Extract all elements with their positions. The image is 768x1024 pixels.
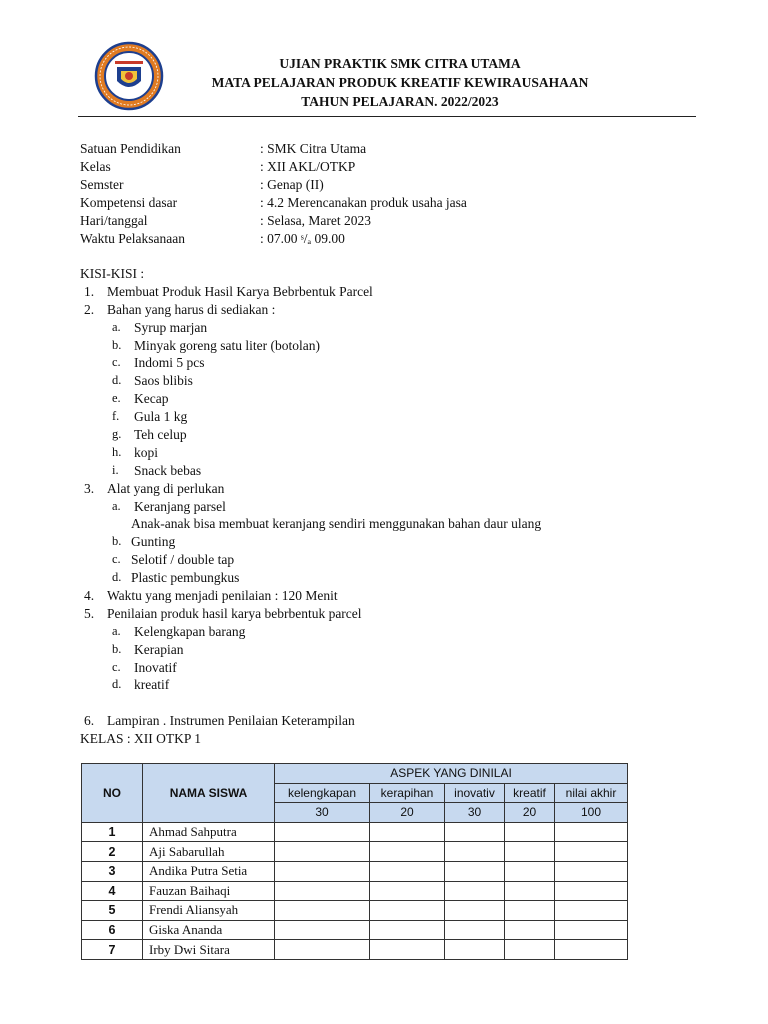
list-item <box>80 283 700 301</box>
sub-letter: i. <box>112 462 119 477</box>
score-cell[interactable] <box>445 920 505 940</box>
sub-item <box>80 623 700 641</box>
sub-letter: b. <box>112 641 122 656</box>
student-name: Andika Putra Setia <box>143 861 275 881</box>
student-name: Giska Ananda <box>143 920 275 940</box>
row-number: 6 <box>82 920 143 940</box>
item-text: Waktu yang menjadi penilaian : 120 Menit <box>107 588 338 604</box>
sub-item <box>80 533 700 551</box>
sub-letter: a. <box>112 623 121 638</box>
sub-item <box>80 444 700 462</box>
score-cell[interactable] <box>505 861 555 881</box>
column-header-no: NO <box>82 764 143 823</box>
aspect-header: kelengkapan <box>275 783 370 803</box>
sub-item <box>80 372 700 390</box>
sub-letter: d. <box>112 373 122 388</box>
info-label: Satuan Pendidikan <box>80 141 181 156</box>
sub-letter: d. <box>112 570 122 585</box>
sub-letter: c. <box>112 355 121 370</box>
score-cell[interactable] <box>505 822 555 842</box>
sub-item <box>80 354 700 372</box>
sub-text: Snack bebas <box>134 462 202 478</box>
weight-cell: 30 <box>275 803 370 823</box>
item-number: 5. <box>84 605 95 621</box>
list-item <box>80 605 700 623</box>
sub-text: Kecap <box>134 391 169 407</box>
aspect-header: kerapihan <box>370 783 445 803</box>
row-number: 5 <box>82 901 143 921</box>
kisi-title <box>80 265 700 283</box>
list-item <box>80 480 700 498</box>
sub-text: Gunting <box>131 534 176 550</box>
item-number: 4. <box>84 588 95 604</box>
score-cell[interactable] <box>555 861 628 881</box>
item-number: 3. <box>84 480 95 496</box>
row-number: 2 <box>82 842 143 862</box>
weight-cell: 30 <box>445 803 505 823</box>
info-label: Waktu Pelaksanaan <box>80 231 186 246</box>
sub-item <box>80 551 700 569</box>
sub-item <box>80 408 700 426</box>
score-cell[interactable] <box>555 822 628 842</box>
weight-cell: 100 <box>555 803 628 823</box>
score-cell[interactable] <box>275 822 370 842</box>
sub-letter: f. <box>112 409 120 424</box>
sub-text: Kerapian <box>134 641 184 657</box>
sub-letter: e. <box>112 391 121 406</box>
info-value: : XII AKL/OTKP <box>260 159 356 174</box>
assessment-table <box>81 763 628 960</box>
table-row <box>82 901 628 921</box>
sub-item <box>80 390 700 408</box>
sub-item <box>80 641 700 659</box>
score-cell[interactable] <box>370 940 445 960</box>
score-cell[interactable] <box>275 842 370 862</box>
info-label: Kelas <box>80 159 111 174</box>
list-item <box>80 587 700 605</box>
sub-item <box>80 337 700 355</box>
sub-item <box>80 676 700 694</box>
student-name: Frendi Aliansyah <box>143 901 275 921</box>
sub-item <box>80 426 700 444</box>
note-text: Anak-anak bisa membuat keranjang sendiri menggunakan bahan daur ulang <box>131 516 542 532</box>
class-label: KELAS : XII OTKP 1 <box>80 731 201 747</box>
score-cell[interactable] <box>555 940 628 960</box>
aspect-header: nilai akhir <box>555 783 628 803</box>
row-number: 4 <box>82 881 143 901</box>
score-cell[interactable] <box>370 920 445 940</box>
score-cell[interactable] <box>445 940 505 960</box>
sub-letter: a. <box>112 498 121 513</box>
list-item <box>80 712 700 730</box>
sub-text: Minyak goreng satu liter (botolan) <box>134 337 320 353</box>
sub-letter: d. <box>112 677 122 692</box>
info-label: Semster <box>80 177 124 192</box>
row-number: 1 <box>82 822 143 842</box>
column-header-name: NAMA SISWA <box>143 764 275 823</box>
score-cell[interactable] <box>505 920 555 940</box>
score-cell[interactable] <box>275 940 370 960</box>
score-cell[interactable] <box>445 901 505 921</box>
score-cell[interactable] <box>370 901 445 921</box>
class-label-line <box>80 730 700 748</box>
row-number: 7 <box>82 940 143 960</box>
sub-letter: c. <box>112 659 121 674</box>
sub-item <box>80 569 700 587</box>
header-subject: MATA PELAJARAN PRODUK KREATIF KEWIRAUSAHAAN <box>211 75 589 90</box>
header-divider <box>78 116 696 117</box>
sub-letter: a. <box>112 319 121 334</box>
score-cell[interactable] <box>555 901 628 921</box>
weight-cell: 20 <box>505 803 555 823</box>
info-value: : 07.00 ˢ/ₐ 09.00 <box>260 231 345 246</box>
sub-letter: c. <box>112 552 121 567</box>
info-label: Hari/tanggal <box>80 213 148 228</box>
score-cell[interactable] <box>445 881 505 901</box>
table-header-row <box>82 764 628 784</box>
score-cell[interactable] <box>275 861 370 881</box>
item-text: Bahan yang harus di sediakan : <box>107 301 276 317</box>
sub-text: Syrup marjan <box>134 319 208 335</box>
sub-item <box>80 319 700 337</box>
score-cell[interactable] <box>445 861 505 881</box>
student-name: Irby Dwi Sitara <box>143 940 275 960</box>
score-cell[interactable] <box>275 920 370 940</box>
info-value: : 4.2 Merencanakan produk usaha jasa <box>260 195 467 210</box>
header-title: UJIAN PRAKTIK SMK CITRA UTAMA <box>279 56 521 71</box>
item-text: Membuat Produk Hasil Karya Bebrbentuk Parcel <box>107 283 373 299</box>
item-number: 1. <box>84 283 95 299</box>
table-row <box>82 861 628 881</box>
sub-text: Selotif / double tap <box>131 552 235 568</box>
score-cell[interactable] <box>505 881 555 901</box>
table-row <box>82 842 628 862</box>
table-row <box>82 881 628 901</box>
sub-text: Plastic pembungkus <box>131 570 240 586</box>
score-cell[interactable] <box>370 881 445 901</box>
score-cell[interactable] <box>555 920 628 940</box>
score-cell[interactable] <box>445 822 505 842</box>
student-name: Ahmad Sahputra <box>143 822 275 842</box>
sub-item <box>80 462 700 480</box>
sub-item <box>80 498 700 516</box>
weight-cell: 20 <box>370 803 445 823</box>
sub-text: Saos blibis <box>134 373 193 389</box>
table-row <box>82 920 628 940</box>
kisi-heading: KISI-KISI : <box>80 266 145 281</box>
table-row <box>82 940 628 960</box>
item-text: Lampiran . Instrumen Penilaian Keterampilan <box>107 713 355 729</box>
table-row <box>82 822 628 842</box>
sub-item <box>80 659 700 677</box>
info-value: : Genap (II) <box>260 177 324 192</box>
item-number: 2. <box>84 301 95 317</box>
score-cell[interactable] <box>505 901 555 921</box>
score-cell[interactable] <box>275 881 370 901</box>
spacer <box>80 694 700 712</box>
sub-text: kreatif <box>134 677 170 693</box>
sub-text: Teh celup <box>134 427 187 443</box>
sub-text: Indomi 5 pcs <box>134 355 205 371</box>
sub-letter: b. <box>112 337 122 352</box>
kisi-kisi-section <box>80 265 700 748</box>
sub-letter: g. <box>112 427 122 442</box>
score-cell[interactable] <box>370 861 445 881</box>
score-cell[interactable] <box>445 842 505 862</box>
header-year: TAHUN PELAJARAN. 2022/2023 <box>301 94 499 109</box>
info-label: Kompetensi dasar <box>80 195 178 210</box>
item-number: 6. <box>84 713 95 729</box>
aspect-header: inovativ <box>445 783 505 803</box>
item-text: Penilaian produk hasil karya bebrbentuk parcel <box>107 605 362 621</box>
sub-text: Gula 1 kg <box>134 409 188 425</box>
row-number: 3 <box>82 861 143 881</box>
score-cell[interactable] <box>505 842 555 862</box>
sub-letter: b. <box>112 534 122 549</box>
score-cell[interactable] <box>555 881 628 901</box>
aspect-header: kreatif <box>505 783 555 803</box>
sub-text: Kelengkapan barang <box>134 623 246 639</box>
item-text: Alat yang di perlukan <box>107 480 225 496</box>
sub-note <box>80 515 700 533</box>
sub-text: Inovatif <box>134 659 177 675</box>
sub-text: Keranjang parsel <box>134 498 226 514</box>
score-cell[interactable] <box>555 842 628 862</box>
score-cell[interactable] <box>370 822 445 842</box>
sub-text: kopi <box>134 444 159 460</box>
sub-letter: h. <box>112 444 122 459</box>
score-cell[interactable] <box>370 842 445 862</box>
info-value: : SMK Citra Utama <box>260 141 367 156</box>
student-name: Aji Sabarullah <box>143 842 275 862</box>
info-value: : Selasa, Maret 2023 <box>260 213 371 228</box>
score-cell[interactable] <box>505 940 555 960</box>
column-header-aspects: ASPEK YANG DINILAI <box>275 764 628 784</box>
student-name: Fauzan Baihaqi <box>143 881 275 901</box>
list-item <box>80 301 700 319</box>
score-cell[interactable] <box>275 901 370 921</box>
document-header <box>150 54 650 111</box>
